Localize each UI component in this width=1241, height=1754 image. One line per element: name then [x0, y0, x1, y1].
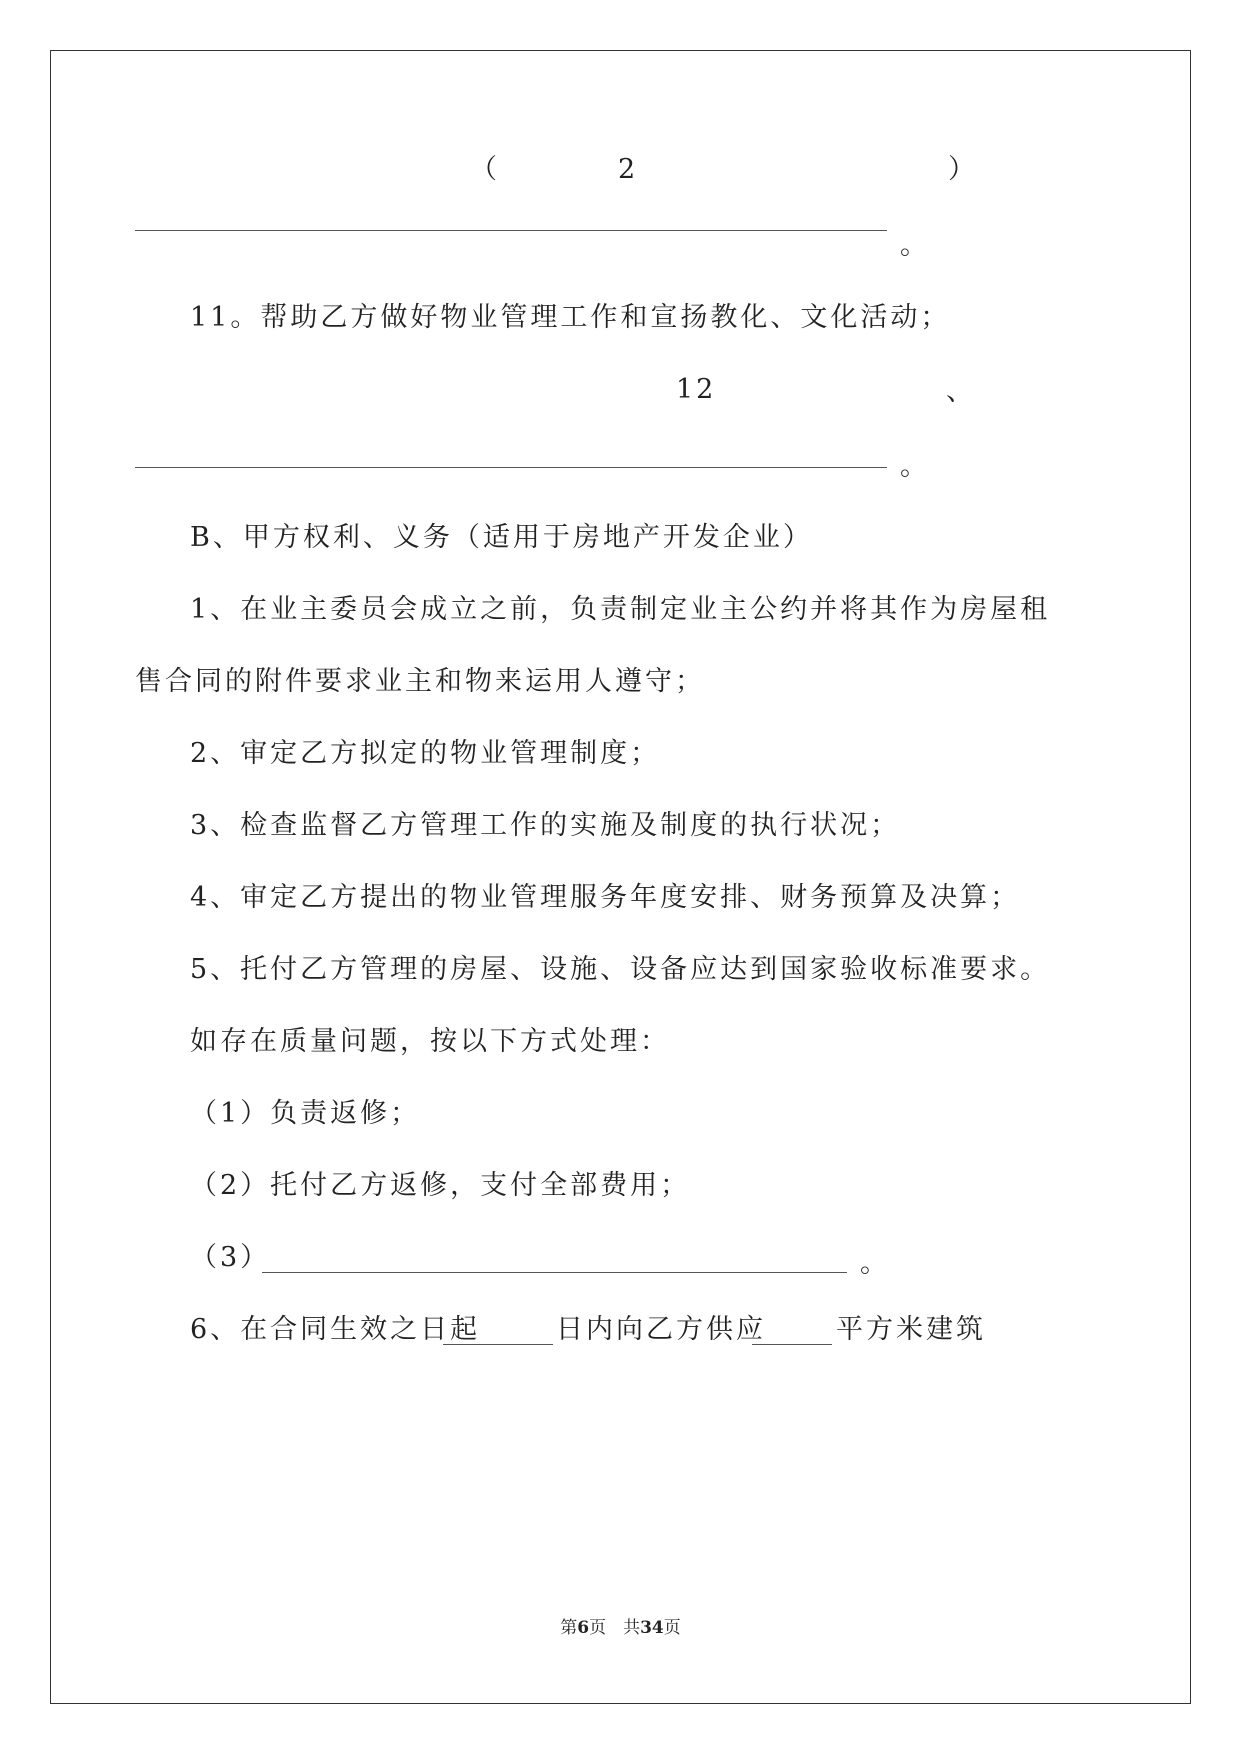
section-b-heading: B、甲方权利、义务（适用于房地产开发企业）: [190, 522, 813, 553]
paren-open: （: [470, 154, 500, 185]
page-border: [50, 50, 1191, 1704]
footer-suffix: 页: [663, 1618, 681, 1638]
option-3-label: （3）: [190, 1242, 271, 1273]
b5-continuation: 如存在质量问题，按以下方式处理：: [190, 1026, 670, 1057]
b1-line-1: 1、在业主委员会成立之前，负责制定业主公约并将其作为房屋租: [190, 594, 1051, 625]
b2-text: 2、审定乙方拟定的物业管理制度；: [190, 738, 661, 769]
paren-close: ）: [948, 154, 978, 185]
paren-number: 2: [618, 154, 639, 185]
b6-part-2: 日内向乙方供应: [556, 1314, 766, 1345]
option-3-blank: [262, 1250, 847, 1273]
b5-text: 5、托付乙方管理的房屋、设施、设备应达到国家验收标准要求。: [190, 954, 1051, 985]
footer-mid: 页 共: [589, 1618, 641, 1638]
option-3-end: 。: [860, 1248, 887, 1279]
footer-prefix: 第: [560, 1618, 578, 1638]
blank-line-2-end: 。: [900, 451, 927, 482]
blank-line-2: [135, 445, 887, 468]
item-12-number: 12: [676, 374, 717, 405]
footer-total-pages: 34: [640, 1618, 664, 1638]
b6-area-blank: [752, 1322, 832, 1345]
item-11: 11。帮助乙方做好物业管理工作和宣扬教化、文化活动；: [190, 302, 951, 333]
page-footer: [0, 1617, 1241, 1639]
b6-part-3: 平方米建筑: [836, 1314, 986, 1345]
footer-page-number: 6: [577, 1618, 590, 1638]
b3-text: 3、检查监督乙方管理工作的实施及制度的执行状况；: [190, 810, 901, 841]
item-12-comma: 、: [946, 376, 976, 407]
b1-line-2: 售合同的附件要求业主和物来运用人遵守；: [135, 666, 705, 697]
b4-text: 4、审定乙方提出的物业管理服务年度安排、财务预算及决算；: [190, 882, 1021, 913]
blank-line-1-end: 。: [900, 230, 927, 261]
option-2: （2）托付乙方返修，支付全部费用；: [190, 1170, 691, 1201]
b6-part-1: 6、在合同生效之日起: [190, 1314, 481, 1345]
option-1: （1）负责返修；: [190, 1098, 421, 1129]
b6-days-blank: [443, 1322, 553, 1345]
blank-line-1: [135, 208, 887, 231]
